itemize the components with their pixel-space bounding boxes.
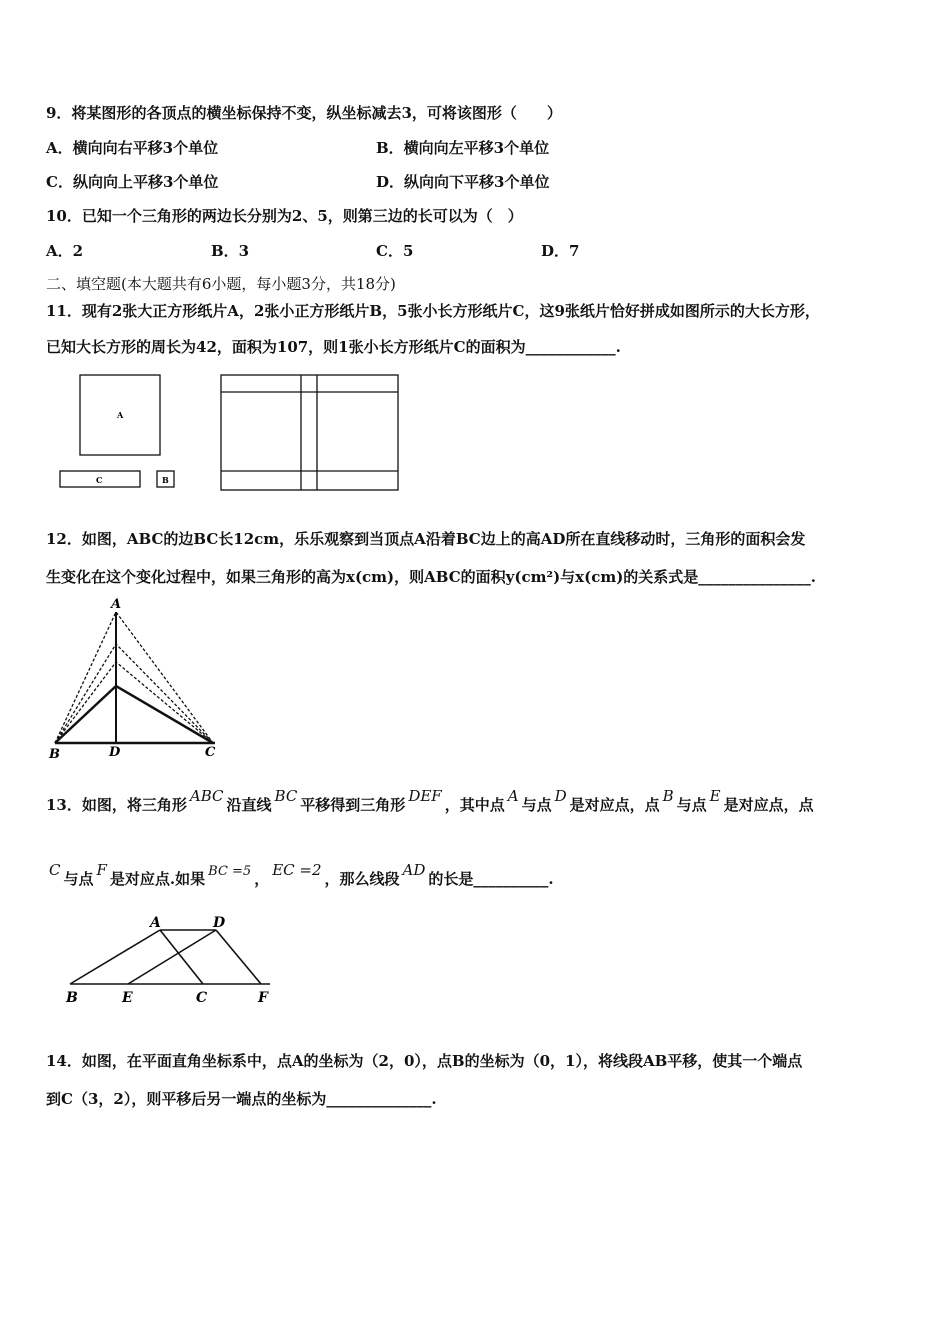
q14-line1: 14．如图，在平面直角坐标系中，点A的坐标为（2，0），点B的坐标为（0，1），将线段AB平移，使其一个端点: [46, 1052, 803, 1070]
q11-line2: 已知大长方形的周长为42，面积为107，则1张小长方形纸片C的面积为____________.: [46, 338, 621, 356]
section-title: 二、填空题(本大题共有6小题，每小题3分，共18分): [46, 275, 396, 293]
q13-figure: [60, 910, 280, 1005]
q12-line2: 生变化在这个变化过程中，如果三角形的高为x(cm)，则ABC的面积y(cm²)与x(cm)的关系式是_______________.: [46, 568, 817, 586]
q13-label-f: F: [258, 990, 268, 1005]
q12-label-d: D: [109, 745, 121, 760]
q10-option-a: A．2: [46, 242, 84, 260]
q11-figure: [55, 370, 405, 495]
q13-label-e: E: [122, 990, 133, 1005]
q10-option-b: B．3: [211, 242, 250, 260]
q13-label-c: C: [196, 990, 208, 1005]
q10-option-d: D．7: [541, 242, 580, 260]
q10-option-c: C．5: [376, 242, 414, 260]
q13-label-d: D: [213, 915, 226, 931]
q9-option-a: A．横向向右平移3个单位: [46, 139, 219, 157]
rect-c-label: C: [96, 475, 103, 485]
q12-line1: 12．如图，ABC的边BC长12cm，乐乐观察到当顶点A沿着BC边上的高AD所在直线移动时，三角形的面积会发: [46, 530, 806, 548]
q12-label-a: A: [111, 597, 122, 612]
q10-stem: 10．已知一个三角形的两边长分别为2、5，则第三边的长可以为（ ）: [46, 207, 523, 225]
square-a-label: A: [117, 410, 124, 420]
q12-figure: [45, 592, 225, 762]
q13-label-b: B: [66, 990, 78, 1005]
q9-stem: 9．将某图形的各顶点的横坐标保持不变，纵坐标减去3，可将该图形（ ）: [46, 104, 562, 122]
q13-line2: C 与点 F 是对应点.如果 BC =5 ， EC =2 ，那么线段 AD 的长是__________.: [49, 861, 554, 888]
q12-label-b: B: [49, 747, 60, 762]
q11-line1: 11．现有2张大正方形纸片A，2张小正方形纸片B，5张小长方形纸片C，这9张纸片恰好拼成如图所示的大长方形，: [46, 302, 820, 320]
q14-line2: 到C（3，2），则平移后另一端点的坐标为______________.: [46, 1090, 437, 1108]
q9-option-d: D．纵向向下平移3个单位: [376, 173, 550, 191]
q9-option-b: B．横向向左平移3个单位: [376, 139, 550, 157]
q12-label-c: C: [205, 745, 216, 760]
q9-option-c: C．纵向向上平移3个单位: [46, 173, 219, 191]
q13-label-a: A: [150, 915, 161, 931]
q13-line1: 13．如图，将三角形 ABC 沿直线 BC 平移得到三角形 DEF ，其中点 A 与点 D 是对应点，点 B 与点 E 是对应点，点: [46, 787, 814, 814]
square-b-label: B: [162, 475, 169, 485]
